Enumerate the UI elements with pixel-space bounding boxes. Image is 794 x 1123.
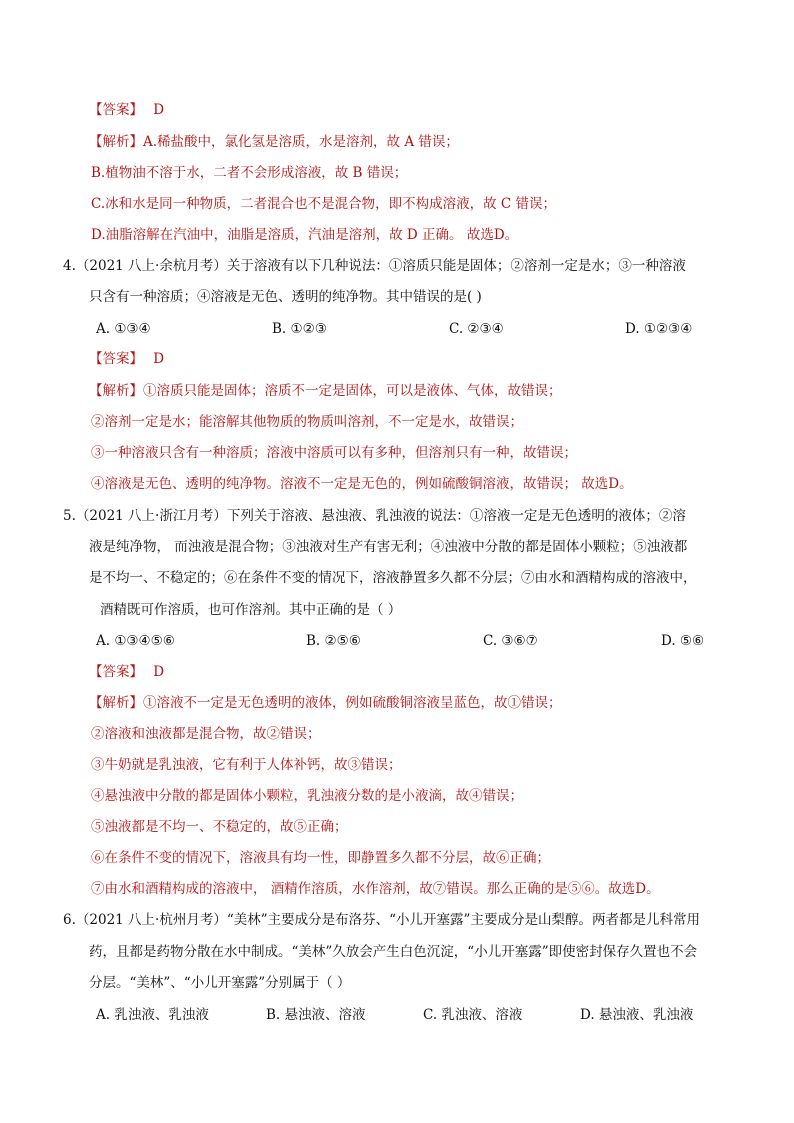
question-number: 5.: [63, 508, 76, 524]
q5-option-c: C. ③⑥⑦: [483, 633, 538, 649]
q4-option-a: A. ①③④: [96, 321, 151, 337]
answer-label: 【答案】: [89, 102, 143, 118]
q5-analysis-line-2: ②溶液和浊液都是混合物，故②错误；: [91, 726, 321, 742]
q6-stem-line-3: 分层。“美林”、“小儿开塞露”分别属于（ ）: [89, 975, 351, 991]
question-stem: 关于溶液有以下几种说法：①溶质只能是固体；②溶剂一定是水；③一种溶液: [226, 258, 686, 274]
q3-analysis-line-1: [89, 133, 459, 151]
q3-analysis-line-3: C.冰和水是同一种物质，二者混合也不是混合物，即不构成溶液，故 C 错误；: [91, 196, 557, 212]
q4-analysis-line-2: ②溶剂一定是水；能溶解其他物质的物质叫溶剂，不一定是水，故错误；: [91, 414, 523, 430]
analysis-text: ①溶液不一定是无色透明的液体，例如硫酸铜溶液呈蓝色，故①错误；: [143, 695, 562, 711]
q6-option-b: B. 悬浊液、溶液: [266, 1007, 366, 1023]
q3-analysis-line-2: B.植物油不溶于水，二者不会形成溶液，故 B 错误；: [91, 165, 408, 181]
q4-analysis-line-4: ④溶液是无色、透明的纯净物。溶液不一定是无色的，例如硫酸铜溶液，故错误； 故选D。: [91, 476, 633, 492]
q5-answer-line: [89, 663, 164, 681]
q5-stem-line-2: 液是纯净物， 而浊液是混合物；③浊液对生产有害无利；④浊液中分散的都是固体小颗粒；⑤浊液都: [89, 539, 688, 555]
q6-stem-line-2: 药，且都是药物分散在水中制成。“美林”久放会产生白色沉淀，“小儿开塞露”即使密封保存久置也不会: [89, 944, 698, 960]
question-stem: 下列关于溶液、悬浊液、乳浊液的说法：①溶液一定是无色透明的液体；②溶: [226, 508, 686, 524]
question-number: 6.: [63, 912, 76, 928]
question-stem: “美林”主要成分是布洛芬、“小儿开塞露”主要成分是山梨醇。两者都是儿科常用: [226, 912, 700, 928]
q4-analysis-line-3: ③一种溶液只含有一种溶质；溶液中溶质可以有多种，但溶剂只有一种，故错误；: [91, 445, 577, 461]
q5-analysis-line-4: ④悬浊液中分散的都是固体小颗粒，乳浊液分数的是小液滴，故④错误；: [91, 788, 523, 804]
q4-stem-line-1: [63, 257, 686, 275]
q6-option-d: D. 悬浊液、乳浊液: [580, 1007, 694, 1023]
q5-option-d: D. ⑤⑥: [661, 633, 705, 649]
question-source: （2021 八上·余杭月考）: [75, 258, 227, 274]
q6-option-a: A. 乳浊液、乳浊液: [96, 1007, 209, 1023]
answer-label: 【答案】: [89, 351, 143, 367]
analysis-text: A.稀盐酸中，氯化氢是溶质，水是溶剂，故 A 错误；: [143, 134, 459, 150]
q4-answer-line: [89, 350, 164, 368]
question-number: 4.: [63, 258, 76, 274]
q4-analysis-line-1: [89, 382, 562, 400]
q5-analysis-line-5: ⑤浊液都是不均一、不稳定的，故⑤正确；: [91, 819, 348, 835]
q5-analysis-line-7: ⑦由水和酒精构成的溶液中， 酒精作溶质，水作溶剂，故⑦错误。那么正确的是⑤⑥。故选D。: [91, 881, 660, 897]
q4-option-c: C. ②③④: [449, 321, 504, 337]
q4-stem-line-2: 只含有一种溶质；④溶液是无色、透明的纯净物。其中错误的是( ): [89, 289, 482, 305]
q5-option-a: A. ①③④⑤⑥: [96, 633, 175, 649]
q5-analysis-line-6: ⑥在条件不变的情况下，溶液具有均一性，即静置多久都不分层，故⑥正确；: [91, 850, 550, 866]
q4-option-b: B. ①②③: [272, 321, 327, 337]
q5-analysis-line-1: [89, 694, 562, 712]
analysis-label: 【解析】: [89, 695, 143, 711]
answer-value: D: [153, 351, 165, 367]
analysis-label: 【解析】: [89, 383, 143, 399]
answer-value: D: [153, 664, 165, 680]
q3-analysis-line-4: D.油脂溶解在汽油中，油脂是溶质，汽油是溶剂，故 D 正确。 故选D。: [91, 227, 519, 243]
question-source: （2021 八上·浙江月考）: [75, 508, 227, 524]
analysis-text: ①溶质只能是固体；溶质不一定是固体，可以是液体、气体，故错误；: [143, 383, 562, 399]
analysis-label: 【解析】: [89, 134, 143, 150]
q4-option-d: D. ①②③④: [625, 321, 693, 337]
q6-stem-line-1: [63, 911, 700, 929]
question-source: （2021 八上·杭州月考）: [75, 912, 227, 928]
q5-stem-line-3: 是不均一、不稳定的；⑥在条件不变的情况下，溶液静置多久都不分层；⑦由水和酒精构成的溶液中，: [89, 570, 697, 586]
q5-analysis-line-3: ③牛奶就是乳浊液，它有利于人体补钙，故③错误；: [91, 757, 402, 773]
q5-option-b: B. ②⑤⑥: [306, 633, 361, 649]
answer-label: 【答案】: [89, 664, 143, 680]
q5-stem-line-4: 酒精既可作溶质，也可作溶剂。其中正确的是（ ）: [100, 602, 402, 618]
q6-option-c: C. 乳浊液、溶液: [423, 1007, 523, 1023]
q3-answer-line: [89, 101, 164, 119]
q5-stem-line-1: [63, 507, 686, 525]
answer-value: D: [153, 102, 165, 118]
